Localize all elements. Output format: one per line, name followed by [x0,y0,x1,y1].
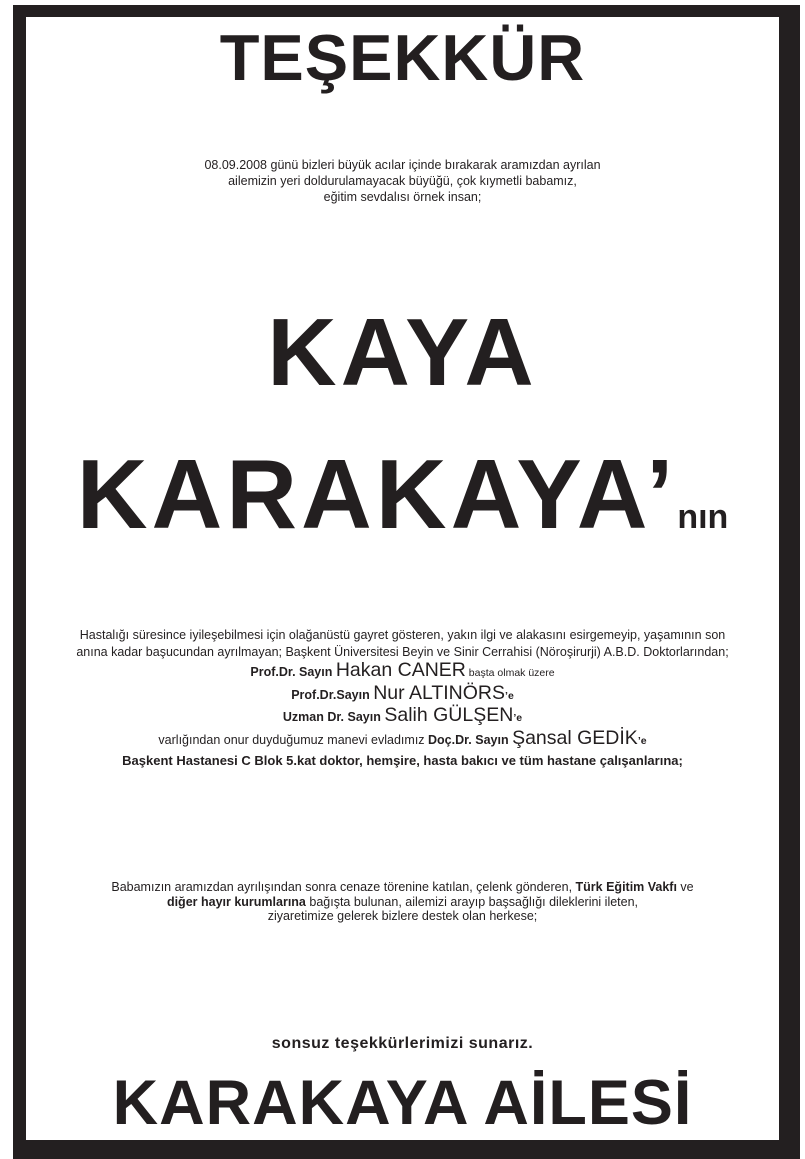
doctor-line-sansal-gedik [26,726,779,752]
doctor-possessive: ’e [513,712,523,724]
intro-line-3: eğitim sevdalısı örnek insan; [323,190,482,204]
condolence-text: ve [676,880,694,894]
hospital-staff-line: Başkent Hastanesi C Blok 5.kat doktor, hemşire, hasta bakıcı ve tüm hastane çalışanlarına; [122,753,683,768]
doctor-name: Hakan CANER [335,659,466,681]
doctor-line-nur-altinors [26,681,779,707]
deceased-first-name: KAYA [267,299,538,406]
condolence-bold-text: diğer hayır kurumlarına [166,894,306,909]
gratitude-paragraph [26,627,779,770]
doctor-title-prefix: Prof.Dr. Sayın [250,665,336,679]
intro-line-1: 08.09.2008 günü bizleri büyük acılar içinde bırakarak aramızdan ayrılan [204,158,601,172]
doctor-name: Salih GÜLŞEN [384,704,514,726]
family-signature: KARAKAYA AİLESİ [112,1068,693,1138]
intro-paragraph [26,157,779,205]
condolence-text: Babamızın aramızdan ayrılışından sonra cenaze törenine katılan, çelenk gönderen, [111,880,576,894]
gratitude-line-2: anına kadar başucundan ayrılmayan; Başkent Üniversitesi Beyin ve Sinir Cerrahisi (Nöroşirurji) A.B.D. Doktorlarından; [76,645,729,659]
doctor-possessive: ’e [637,734,647,747]
doctor-note: başta olmak üzere [465,667,555,679]
doctor-title-prefix: Uzman Dr. Sayın [282,710,385,724]
deceased-last-name-text: KARAKAYA’ [76,439,678,549]
condolence-line-2 [26,895,779,910]
intro-line-2: ailemizin yeri doldurulamayacak büyüğü, çok kıymetli babamız, [228,174,577,188]
closing-line: sonsuz teşekkürlerimizi sunarız. [271,1035,534,1052]
gratitude-line-1: Hastalığı süresince iyileşebilmesi için olağanüstü gayret gösteren, yakın ilgi ve alakasını esirgemeyip, yaşamının son [79,628,726,642]
doctor-possessive: ’e [505,689,514,702]
condolence-paragraph [26,880,779,924]
doctor-lead-text: varlığından onur duyduğumuz manevi evladımız [158,732,429,747]
doctor-line-salih-gulsen [26,706,779,729]
doctor-title-prefix: Prof.Dr.Sayın [291,687,374,702]
condolence-bold-text: Türk Eğitim Vakfı [575,880,677,894]
condolence-text: bağışta bulunan, ailemizi arayıp başsağlığı dileklerini ileten, [305,894,639,909]
doctor-line-hakan-caner [26,661,779,684]
announcement-title: TEŞEKKÜR [219,21,586,94]
deceased-name-suffix: nın [677,498,729,536]
doctor-title-prefix: Doç.Dr. Sayın [428,732,513,747]
doctor-name: Şansal GEDİK [512,726,638,749]
announcement-page [13,5,800,1159]
doctor-name: Nur ALTINÖRS [373,681,506,704]
deceased-last-name [26,439,779,549]
condolence-line-3: ziyaretimize gelerek bizlere destek olan herkese; [267,909,538,923]
condolence-line-1 [26,880,779,895]
